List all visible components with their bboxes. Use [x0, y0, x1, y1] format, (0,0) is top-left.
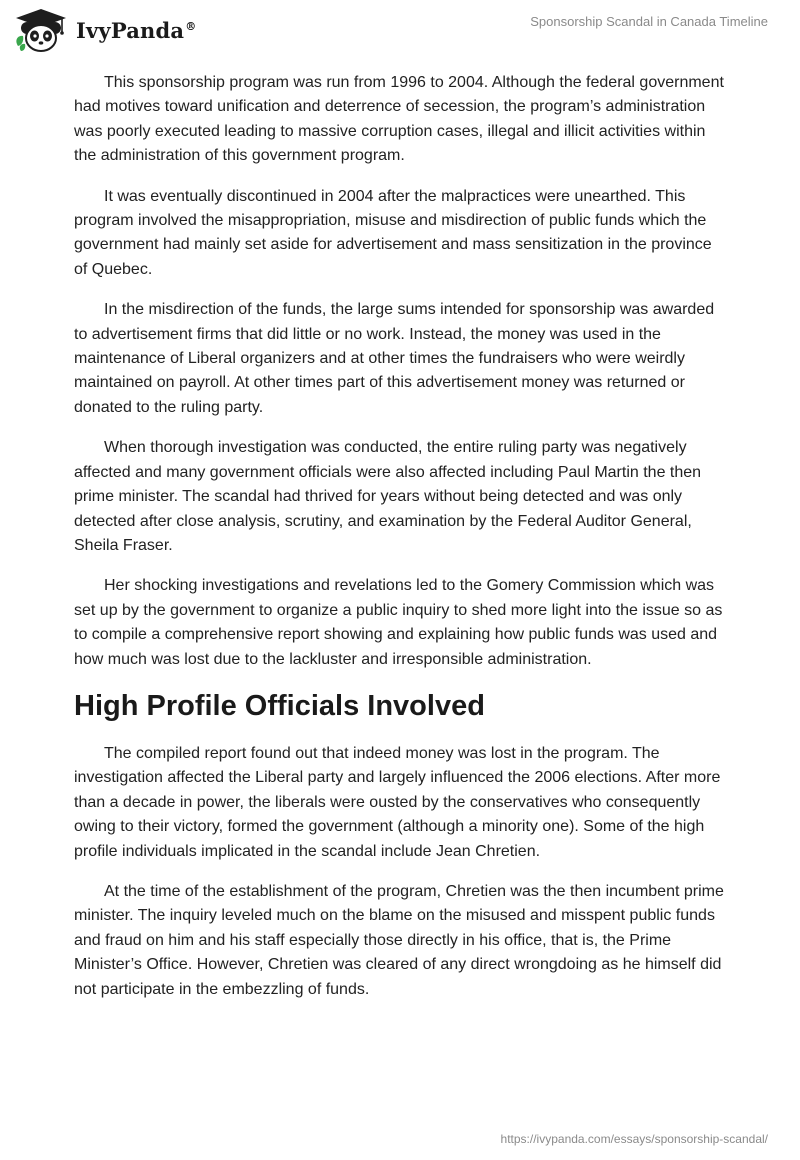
paragraph: In the misdirection of the funds, the large sums intended for sponsorship was awarded to advertisement firms that did little or no work. Instead, the money was used in the maintenance of Liberal organizers and at other times the fundraisers who were weirdly maintained on payroll. At other times part of this advertisement money was returned or donated to the ruling party. [74, 301, 715, 416]
document-title: Sponsorship Scandal in Canada Timeline [530, 14, 768, 29]
paragraph: It was eventually discontinued in 2004 after the malpractices were unearthed. This program involved the misappropriation, misuse and misdirection of public funds which the government had mainly set aside for advertisement and mass sensitization in the province of Quebec. [74, 187, 712, 278]
ivypanda-logo[interactable] [12, 6, 196, 54]
paragraph: Her shocking investigations and revelations led to the Gomery Commission which was set up by the government to organize a public inquiry to shed more light into the issue so as to compile a comprehensive report showing and explaining how public funds was used and how much was lost due to the lackluster and irresponsible administration. [74, 577, 723, 668]
panda-graduate-icon [12, 6, 70, 54]
essay-body [74, 71, 726, 1018]
section-heading: High Profile Officials Involved [74, 689, 485, 722]
logo-wordmark [76, 18, 196, 43]
source-url[interactable]: https://ivypanda.com/essays/sponsorship-scandal/ [500, 1132, 768, 1146]
registered-mark: ® [185, 19, 197, 33]
paragraph: The compiled report found out that indeed money was lost in the program. The investigation affected the Liberal party and largely influenced the 2006 elections. After more than a decade in power, the liberals were ousted by the conservatives who consequently owing to their victory, formed the government (although a minority one). Some of the high profile individuals implicated in the scandal include Jean Chretien. [74, 744, 721, 860]
paragraph: When thorough investigation was conducted, the entire ruling party was negatively affected and many government officials were also affected including Paul Martin the then prime minister. The scandal had thrived for years without being detected and was only detected after close analysis, scrutiny, and examination by the Federal Auditor General, Sheila Fraser. [74, 439, 702, 554]
paragraph: This sponsorship program was run from 1996 to 2004. Although the federal government had motives toward unification and deterrence of secession, the program’s administration was poorly executed leading to massive corruption cases, illegal and illicit activities within the administration of this government program. [74, 74, 724, 165]
page-header [0, 0, 800, 64]
logo-text: IvyPanda [76, 17, 185, 43]
paragraph: At the time of the establishment of the program, Chretien was the then incumbent prime minister. The inquiry leveled much on the blame on the misused and misspent public funds and fraud on him and his staff especially those directly in his office, that is, the Prime Minister’s Office. However, Chretien was cleared of any direct wrongdoing as he himself did not participate in the embezzling of funds. [74, 882, 724, 998]
